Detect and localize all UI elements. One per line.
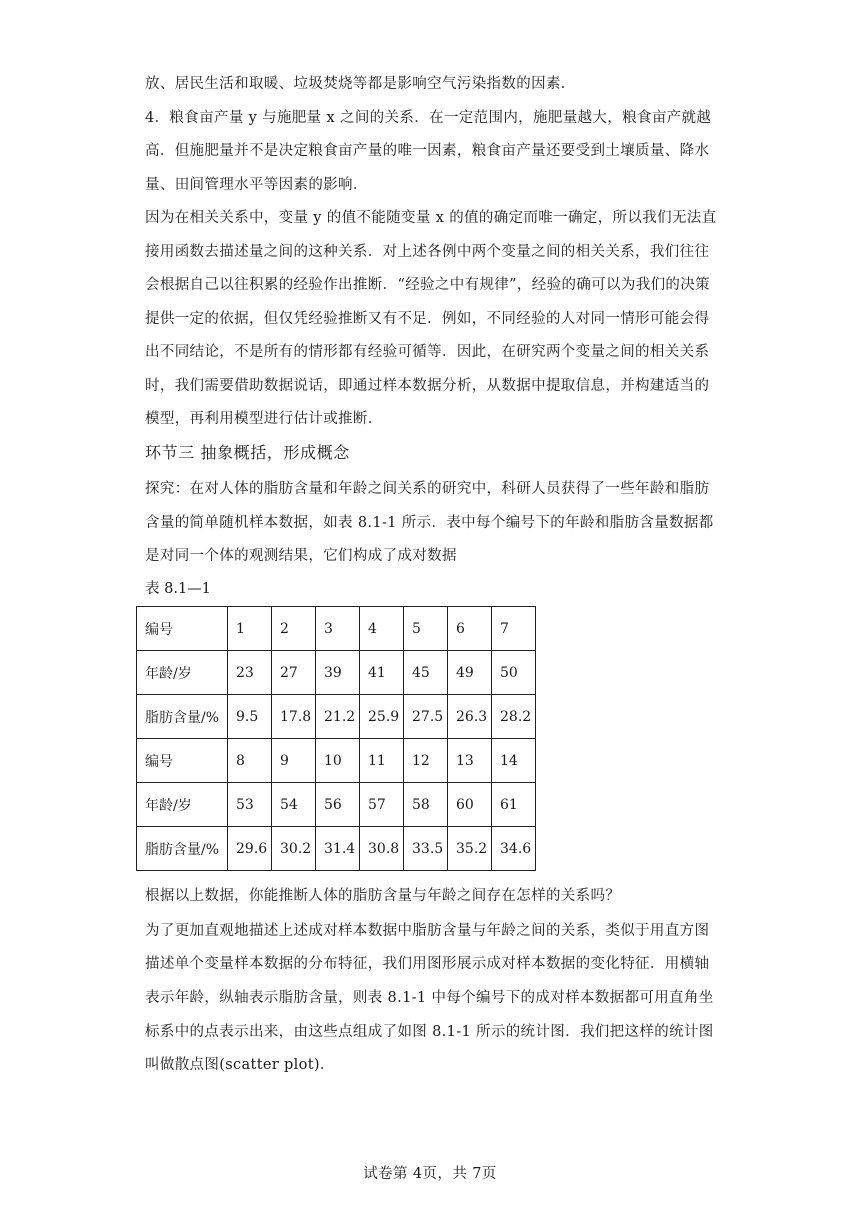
paragraph-line: 模型，再利用模型进行估计或推断． bbox=[145, 411, 383, 427]
table-cell: 2 bbox=[272, 607, 316, 651]
paragraph-line: 出不同结论，不是所有的情形都有经验可循等．因此，在研究两个变量之间的相关关系 bbox=[145, 344, 710, 360]
table-cell: 45 bbox=[404, 651, 448, 695]
table-cell: 23 bbox=[228, 651, 272, 695]
paragraph-line: 探究：在对人体的脂肪含量和年龄之间关系的研究中，科研人员获得了一些年龄和脂肪 bbox=[145, 481, 710, 497]
table-cell: 11 bbox=[360, 739, 404, 783]
table-cell: 27.5 bbox=[404, 695, 448, 739]
table-cell: 39 bbox=[316, 651, 360, 695]
paragraph-line: 表示年龄，纵轴表示脂肪含量，则表 8.1-1 中每个编号下的成对样本数据都可用直角坐 bbox=[145, 990, 714, 1006]
table-cell: 6 bbox=[448, 607, 492, 651]
data-table bbox=[136, 606, 536, 871]
table-cell: 13 bbox=[448, 739, 492, 783]
paragraph-line: 是对同一个体的观测结果，它们构成了成对数据 bbox=[145, 548, 457, 564]
table-row-header: 编号 bbox=[137, 739, 228, 783]
table-cell: 49 bbox=[448, 651, 492, 695]
paragraph-line: 叫做散点图(scatter plot)． bbox=[145, 1057, 335, 1073]
paragraph-line: 因为在相关关系中，变量 y 的值不能随变量 x 的值的确定而唯一确定，所以我们无法直 bbox=[145, 210, 717, 226]
table-cell: 56 bbox=[316, 783, 360, 827]
table-cell: 53 bbox=[228, 783, 272, 827]
table-cell: 30.8 bbox=[360, 827, 404, 871]
table-caption: 表 8.1—1 bbox=[145, 581, 211, 597]
paragraph-line: 量、田间管理水平等因素的影响． bbox=[145, 177, 368, 193]
paragraph-line: 放、居民生活和取暖、垃圾焚烧等都是影响空气污染指数的因素． bbox=[145, 76, 576, 92]
table-cell: 26.3 bbox=[448, 695, 492, 739]
page-footer: 试卷第 4页，共 7页 bbox=[363, 1166, 497, 1182]
table-cell: 58 bbox=[404, 783, 448, 827]
table-cell: 30.2 bbox=[272, 827, 316, 871]
table-cell: 7 bbox=[492, 607, 536, 651]
table-cell: 5 bbox=[404, 607, 448, 651]
table-cell: 9.5 bbox=[228, 695, 272, 739]
table-cell: 27 bbox=[272, 651, 316, 695]
paragraph-line: 为了更加直观地描述上述成对样本数据中脂肪含量与年龄之间的关系，类似于用直方图 bbox=[145, 923, 710, 939]
table-row-header: 脂肪含量/% bbox=[137, 827, 228, 871]
table-row bbox=[137, 695, 536, 739]
table-cell: 1 bbox=[228, 607, 272, 651]
table-row bbox=[137, 739, 536, 783]
paragraph-line: 提供一定的依据，但仅凭经验推断又有不足．例如，不同经验的人对同一情形可能会得 bbox=[145, 311, 710, 327]
table-cell: 57 bbox=[360, 783, 404, 827]
table-row bbox=[137, 783, 536, 827]
table-cell: 33.5 bbox=[404, 827, 448, 871]
table-cell: 3 bbox=[316, 607, 360, 651]
table-cell: 10 bbox=[316, 739, 360, 783]
table-cell: 8 bbox=[228, 739, 272, 783]
table-row bbox=[137, 651, 536, 695]
table-row-header: 脂肪含量/% bbox=[137, 695, 228, 739]
paragraph-line: 含量的简单随机样本数据，如表 8.1-1 所示．表中每个编号下的年龄和脂肪含量数据都 bbox=[145, 515, 714, 531]
table-cell: 28.2 bbox=[492, 695, 536, 739]
table-cell: 61 bbox=[492, 783, 536, 827]
table-cell: 29.6 bbox=[228, 827, 272, 871]
table-cell: 50 bbox=[492, 651, 536, 695]
table-cell: 35.2 bbox=[448, 827, 492, 871]
table-cell: 34.6 bbox=[492, 827, 536, 871]
paragraph-line: 会根据自己以往积累的经验作出推断．“经验之中有规律”，经验的确可以为我们的决策 bbox=[145, 277, 710, 293]
table-cell: 12 bbox=[404, 739, 448, 783]
paragraph-line: 接用函数去描述量之间的这种关系．对上述各例中两个变量之间的相关关系，我们往往 bbox=[145, 244, 710, 260]
table-cell: 9 bbox=[272, 739, 316, 783]
paragraph-line: 时，我们需要借助数据说话，即通过样本数据分析，从数据中提取信息，并构建适当的 bbox=[145, 378, 710, 394]
paragraph-line: 高．但施肥量并不是决定粮食亩产量的唯一因素，粮食亩产量还要受到土壤质量、降水 bbox=[145, 143, 710, 159]
table-row-header: 年龄/岁 bbox=[137, 651, 228, 695]
paragraph-line: 标系中的点表示出来，由这些点组成了如图 8.1-1 所示的统计图．我们把这样的统计图 bbox=[145, 1024, 714, 1040]
table-row bbox=[137, 827, 536, 871]
table-cell: 25.9 bbox=[360, 695, 404, 739]
table-cell: 31.4 bbox=[316, 827, 360, 871]
table-cell: 14 bbox=[492, 739, 536, 783]
table-cell: 4 bbox=[360, 607, 404, 651]
paragraph-line: 根据以上数据，你能推断人体的脂肪含量与年龄之间存在怎样的关系吗？ bbox=[145, 888, 621, 904]
table-row-header: 年龄/岁 bbox=[137, 783, 228, 827]
table-cell: 60 bbox=[448, 783, 492, 827]
table-cell: 17.8 bbox=[272, 695, 316, 739]
table-cell: 21.2 bbox=[316, 695, 360, 739]
paragraph-line: 4．粮食亩产量 y 与施肥量 x 之间的关系．在一定范围内，施肥量越大，粮食亩产就越 bbox=[145, 110, 712, 126]
table-cell: 54 bbox=[272, 783, 316, 827]
section-heading: 环节三 抽象概括，形成概念 bbox=[145, 443, 350, 462]
table-cell: 41 bbox=[360, 651, 404, 695]
paragraph-line: 描述单个变量样本数据的分布特征，我们用图形展示成对样本数据的变化特征．用横轴 bbox=[145, 956, 710, 972]
table-row-header: 编号 bbox=[137, 607, 228, 651]
table-row bbox=[137, 607, 536, 651]
